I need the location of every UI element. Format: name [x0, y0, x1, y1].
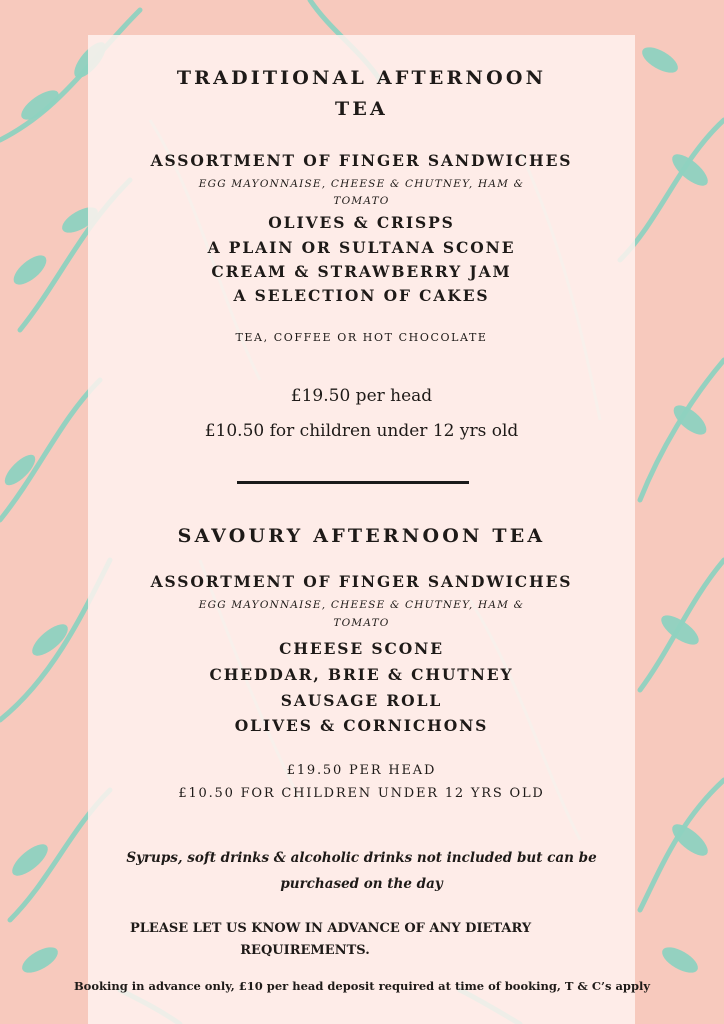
drinks-note-line1: Syrups, soft drinks & alcoholic drinks not included but can be	[126, 850, 597, 866]
price-child: £10.50 FOR CHILDREN UNDER 12 YRS OLD	[178, 786, 545, 801]
dietary-note-line2: REQUIREMENTS.	[240, 943, 370, 958]
sandwich-detail-line1: EGG MAYONNAISE, CHEESE & CHUTNEY, HAM &	[198, 599, 525, 611]
savoury-tea-title: SAVOURY AFTERNOON TEA	[177, 525, 546, 547]
sandwich-detail-line2: TOMATO	[333, 617, 390, 629]
drinks-note-line2: purchased on the day	[280, 876, 443, 892]
menu-item: OLIVES & CRISPS	[268, 213, 455, 232]
section-divider	[237, 481, 469, 484]
menu-item: CHEESE SCONE	[279, 639, 444, 658]
price-adult: £19.50 per head	[290, 386, 433, 406]
menu-item: SAUSAGE ROLL	[280, 691, 443, 710]
drinks-line: TEA, COFFEE OR HOT CHOCOLATE	[235, 331, 488, 344]
price-adult: £19.50 PER HEAD	[286, 763, 437, 778]
sandwich-detail-line1: EGG MAYONNAISE, CHEESE & CHUTNEY, HAM &	[198, 178, 525, 190]
menu-item: A SELECTION OF CAKES	[233, 286, 490, 305]
booking-note: Booking in advance only, £10 per head deposit required at time of booking, T & C’s apply	[73, 979, 651, 993]
sandwich-detail-line2: TOMATO	[333, 195, 390, 207]
menu-item: CREAM & STRAWBERRY JAM	[211, 262, 512, 281]
menu-item: CHEDDAR, BRIE & CHUTNEY	[209, 665, 514, 684]
menu-item: OLIVES & CORNICHONS	[234, 716, 489, 735]
traditional-tea-title-line2: TEA	[335, 98, 388, 120]
dietary-note-line1: PLEASE LET US KNOW IN ADVANCE OF ANY DIETARY	[130, 921, 532, 936]
traditional-tea-title-line1: TRADITIONAL AFTERNOON	[176, 67, 547, 89]
menu-item: ASSORTMENT OF FINGER SANDWICHES	[150, 151, 573, 170]
dietary-note	[130, 918, 570, 962]
price-child: £10.50 for children under 12 yrs old	[204, 421, 519, 441]
menu-item: A PLAIN OR SULTANA SCONE	[207, 238, 516, 257]
menu-item: ASSORTMENT OF FINGER SANDWICHES	[150, 572, 573, 591]
